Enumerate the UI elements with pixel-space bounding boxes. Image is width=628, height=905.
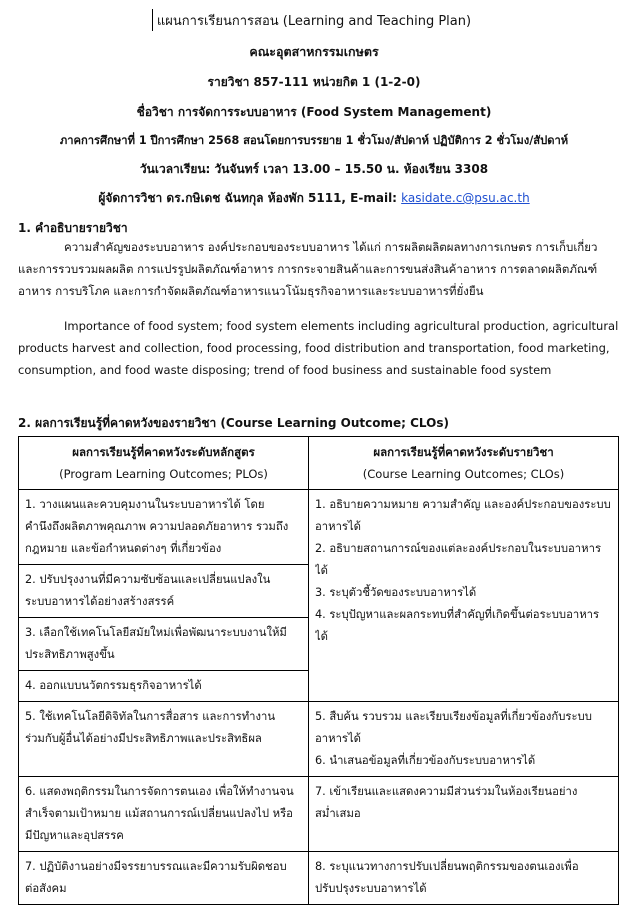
cell-line: 7. เข้าเรียนและแสดงความมีส่วนร่วมในห้องเรียนอย่าง [315, 785, 578, 798]
cell-line: ได้ [315, 630, 329, 643]
clo-table [18, 436, 619, 905]
schedule-info: วันเวลาเรียน: วันจันทร์ เวลา 13.00 – 15.50 น. ห้องเรียน 3308 [139, 162, 489, 176]
course-code: รายวิชา 857-111 หน่วยกิต 1 (1-2-0) [207, 75, 421, 89]
section-2-heading: 2. ผลการเรียนรู้ที่คาดหวังของรายวิชา (Course Learning Outcome; CLOs) [18, 416, 449, 430]
clo-cell [309, 702, 619, 777]
header-line: ผลการเรียนรู้ที่คาดหวังระดับหลักสูตร [72, 445, 255, 459]
description-english [18, 315, 618, 381]
cell-line: 5. ใช้เทคโนโลยีดิจิทัลในการสื่อสาร และการทำงาน [25, 710, 276, 723]
cell-line: ต่อสังคม [25, 882, 67, 895]
table-row [19, 702, 619, 777]
cell-line: 1. อธิบายความหมาย ความสำคัญ และองค์ประกอบของระบบ [315, 498, 611, 511]
clo-cell [309, 777, 619, 852]
instructor-info [0, 189, 628, 208]
description-line: และการรวบรวมผลผลิต การแปรรูปผลิตภัณฑ์อาหาร การกระจายสินค้าและการขนส่งสินค้าอาหาร การตลาดผลิตภัณฑ์ [18, 262, 598, 276]
cell-line: อาหารได้ [315, 520, 362, 533]
table-header-row [19, 437, 619, 490]
clo-cell [309, 490, 619, 702]
header-line: (Course Learning Outcomes; CLOs) [362, 467, 565, 481]
email-link[interactable]: kasidate.c@psu.ac.th [401, 191, 530, 205]
description-line: consumption, and food waste disposing; trend of food business and sustainable food system [18, 363, 552, 377]
plo-cell [19, 490, 309, 565]
header-line: ผลการเรียนรู้ที่คาดหวังระดับรายวิชา [373, 445, 554, 459]
cell-line: 6. นำเสนอข้อมูลที่เกี่ยวข้องกับระบบอาหารได้ [315, 754, 536, 767]
cell-line: 7. ปฏิบัติงานอย่างมีจรรยาบรรณและมีความรับผิดชอบ [25, 860, 287, 873]
clo-cell [309, 852, 619, 905]
cell-line: ประสิทธิภาพสูงขึ้น [25, 648, 115, 661]
plo-cell [19, 671, 309, 702]
description-line: ความสำคัญของระบบอาหาร องค์ประกอบของระบบอาหาร ได้แก่ การผลิตผลิตผลทางการเกษตร การเก็บเกี่ยว [64, 240, 598, 254]
cell-line: 5. สืบค้น รวบรวม และเรียบเรียงข้อมูลที่เกี่ยวข้องกับระบบ [315, 710, 592, 723]
clo-column-header [309, 437, 619, 490]
cell-line: ระบบอาหารได้อย่างสร้างสรรค์ [25, 595, 175, 608]
description-line: products harvest and collection, food processing, food distribution and transportation, food marketing, [18, 341, 610, 355]
description-line: Importance of food system; food system elements including agricultural production, agricultural [64, 319, 618, 333]
description-thai [18, 236, 618, 302]
cell-line: 4. ระบุปัญหาและผลกระทบที่สำคัญที่เกิดขึ้นต่อระบบอาหาร [315, 608, 600, 621]
cell-line: 6. แสดงพฤติกรรมในการจัดการตนเอง เพื่อให้ทำงานจน [25, 785, 294, 798]
cell-line: 2. อธิบายสถานการณ์ของแต่ละองค์ประกอบในระบบอาหาร [315, 542, 602, 555]
cell-line: ร่วมกับผู้อื่นได้อย่างมีประสิทธิภาพและประสิทธิผล [25, 732, 262, 745]
cell-line: มีปัญหาและอุปสรรค [25, 829, 124, 842]
table-row [19, 777, 619, 852]
cell-line: คำนึงถึงผลิตภาพคุณภาพ ความปลอดภัยอาหาร รวมถึง [25, 520, 289, 533]
description-line: อาหาร การบริโภค และการกำจัดผลิตภัณฑ์อาหารแนวโน้มธุรกิจอาหารและระบบอาหารที่ยั่งยืน [18, 284, 484, 298]
cell-line: 3. ระบุตัวชี้วัดของระบบอาหารได้ [315, 586, 477, 599]
document-title: แผนการเรียนการสอน (Learning and Teaching Plan) [156, 14, 472, 29]
plo-cell [19, 852, 309, 905]
cell-line: 2. ปรับปรุงงานที่มีความซับซ้อนและเปลี่ยนแปลงใน [25, 573, 271, 586]
plo-column-header [19, 437, 309, 490]
instructor-text: ผู้จัดการวิชา ดร.กษิเดช ฉันทกุล ห้องพัก 5111, E-mail: [98, 191, 402, 205]
cell-line: สม่ำเสมอ [315, 807, 361, 820]
plo-cell [19, 565, 309, 618]
cell-line: สำเร็จตามเป้าหมาย แม้สถานการณ์เปลี่ยนแปลงไป หรือ [25, 807, 293, 820]
cell-line: 8. ระบุแนวทางการปรับเปลี่ยนพฤติกรรมของตนเองเพื่อ [315, 860, 579, 873]
plo-cell [19, 618, 309, 671]
header-line: (Program Learning Outcomes; PLOs) [59, 467, 268, 481]
plo-cell [19, 702, 309, 777]
cell-line: ได้ [315, 564, 329, 577]
cell-line: ปรับปรุงระบบอาหารได้ [315, 882, 427, 895]
table-row [19, 852, 619, 905]
cell-line: อาหารได้ [315, 732, 362, 745]
faculty-name: คณะอุตสาหกรรมเกษตร [249, 44, 379, 59]
cell-line: กฎหมาย และข้อกำหนดต่างๆ ที่เกี่ยวข้อง [25, 542, 222, 555]
section-1-heading: 1. คำอธิบายรายวิชา [18, 221, 128, 235]
cell-line: 3. เลือกใช้เทคโนโลยีสมัยใหม่เพื่อพัฒนาระบบงานให้มี [25, 626, 287, 639]
cell-line: 4. ออกแบบนวัตกรรมธุรกิจอาหารได้ [25, 679, 202, 692]
semester-info: ภาคการศึกษาที่ 1 ปีการศึกษา 2568 สอนโดยการบรรยาย 1 ชั่วโมง/สัปดาห์ ปฏิบัติการ 2 ชั่วโมง/สัปดาห์ [59, 134, 569, 147]
course-name: ชื่อวิชา การจัดการระบบอาหาร (Food System Management) [136, 105, 492, 119]
cell-line: 1. วางแผนและควบคุมงานในระบบอาหารได้ โดย [25, 498, 265, 511]
plo-cell [19, 777, 309, 852]
table-row [19, 490, 619, 565]
